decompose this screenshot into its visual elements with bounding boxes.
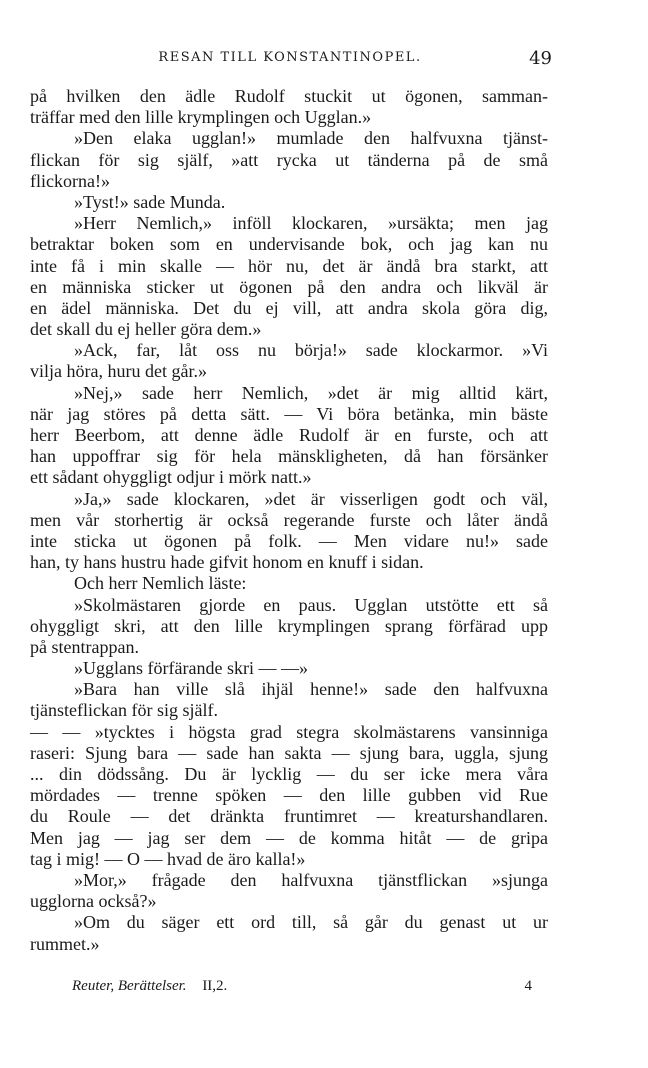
text-line: när jag störes på detta sätt. — Vi böra betänka, min bäste [30,403,548,424]
text-line: raseri: Sjung bara — sade han sakta — sjung bara, uggla, sjung [30,742,548,763]
text-line: det skall du ej heller göra dem.» [30,319,262,340]
text-line: på stentrappan. [30,636,139,657]
text-line: »Herr Nemlich,» inföll klockaren, »ursäkta; men jag [74,213,548,234]
text-line: flickan för sig själf, »att rycka ut tänderna på de små [30,149,548,170]
text-line: »Ack, far, låt oss nu börja!» sade klockarmor. »Vi [74,340,548,361]
text-line: »Ja,» sade klockaren, »det är visserligen godt och väl, [74,488,548,509]
text-line: »Nej,» sade herr Nemlich, »det är mig alltid kärt, [74,382,548,403]
text-line: »Mor,» frågade den halfvuxna tjänstflickan »sjunga [74,869,548,890]
text-line: på hvilken den ädle Rudolf stuckit ut ögonen, samman- [30,86,548,106]
text-line: rummet.» [30,933,100,954]
text-line: ugglorna också?» [30,891,157,912]
text-line: han, ty hans hustru hade gifvit honom en knuff i sidan. [30,552,424,573]
running-header: RESAN TILL KONSTANTINOPEL. [158,50,422,65]
text-line: inte få i min skalle — hör nu, det är ändå bra starkt, att [30,255,548,276]
text-line: betraktar boken som en undervisande bok, och jag kan nu [30,234,548,255]
footer-source: Reuter, Berättelser. [72,978,187,994]
text-line: »Om du säger ett ord till, så går du genast ut ur [74,912,548,933]
text-line: Men jag — jag ser dem — de komma hitåt — de gripa [30,827,548,848]
page-number: 49 [529,48,552,69]
text-line: — — »tycktes i högsta grad stegra skolmästarens vansinniga [30,721,548,742]
text-line: Och herr Nemlich läste: [74,573,247,594]
text-line: ohyggligt skri, att den lille krymplingen sprang förfärad upp [30,615,548,636]
text-line: en människa sticker ut ögonen på den andra och likväl är [30,276,548,297]
footer-signature-mark: 4 [524,978,532,994]
body-text [30,86,548,955]
text-line: du Roule — det dränkta fruntimret — kreaturshandlaren. [30,806,548,827]
text-line: träffar med den lille krymplingen och Ugglan.» [30,107,372,128]
text-line: flickorna!» [30,170,110,191]
text-line: »Den elaka ugglan!» mumlade den halfvuxna tjänst- [74,128,548,149]
text-line: »Tyst!» sade Munda. [74,191,226,212]
text-line: han uppoffrar sig för hela mänskligheten, då han försänker [30,446,548,467]
text-line: »Skolmästaren gjorde en paus. Ugglan utstötte ett så [74,594,548,615]
text-line: inte sticka ut ögonen på folk. — Men vidare nu!» sade [30,530,548,551]
text-line: vilja höra, huru det går.» [30,361,207,382]
text-line: en ädel människa. Det du ej vill, att andra skola göra dig, [30,297,548,318]
page-footer [72,978,532,995]
text-line: tjänsteflickan för sig själf. [30,700,218,721]
text-line: men vår storhertig är också regerande furste och låter ändå [30,509,548,530]
text-line: »Bara han ville slå ihjäl henne!» sade den halfvuxna [74,679,548,700]
text-line: ett sådant ohyggligt odjur i mörk natt.» [30,467,312,488]
text-line: herr Beerbom, att denne ädle Rudolf är en furste, och att [30,425,548,445]
text-line: ... din dödssång. Du är lycklig — du ser icke mera våra [30,764,548,784]
text-line: »Ugglans förfärande skri — —» [74,658,308,679]
footer-volume: II,2. [202,978,228,994]
text-line: mördades — trenne spöken — den lille gubben vid Rue [30,785,548,806]
text-line: tag i mig! — O — hvad de äro kalla!» [30,848,306,869]
